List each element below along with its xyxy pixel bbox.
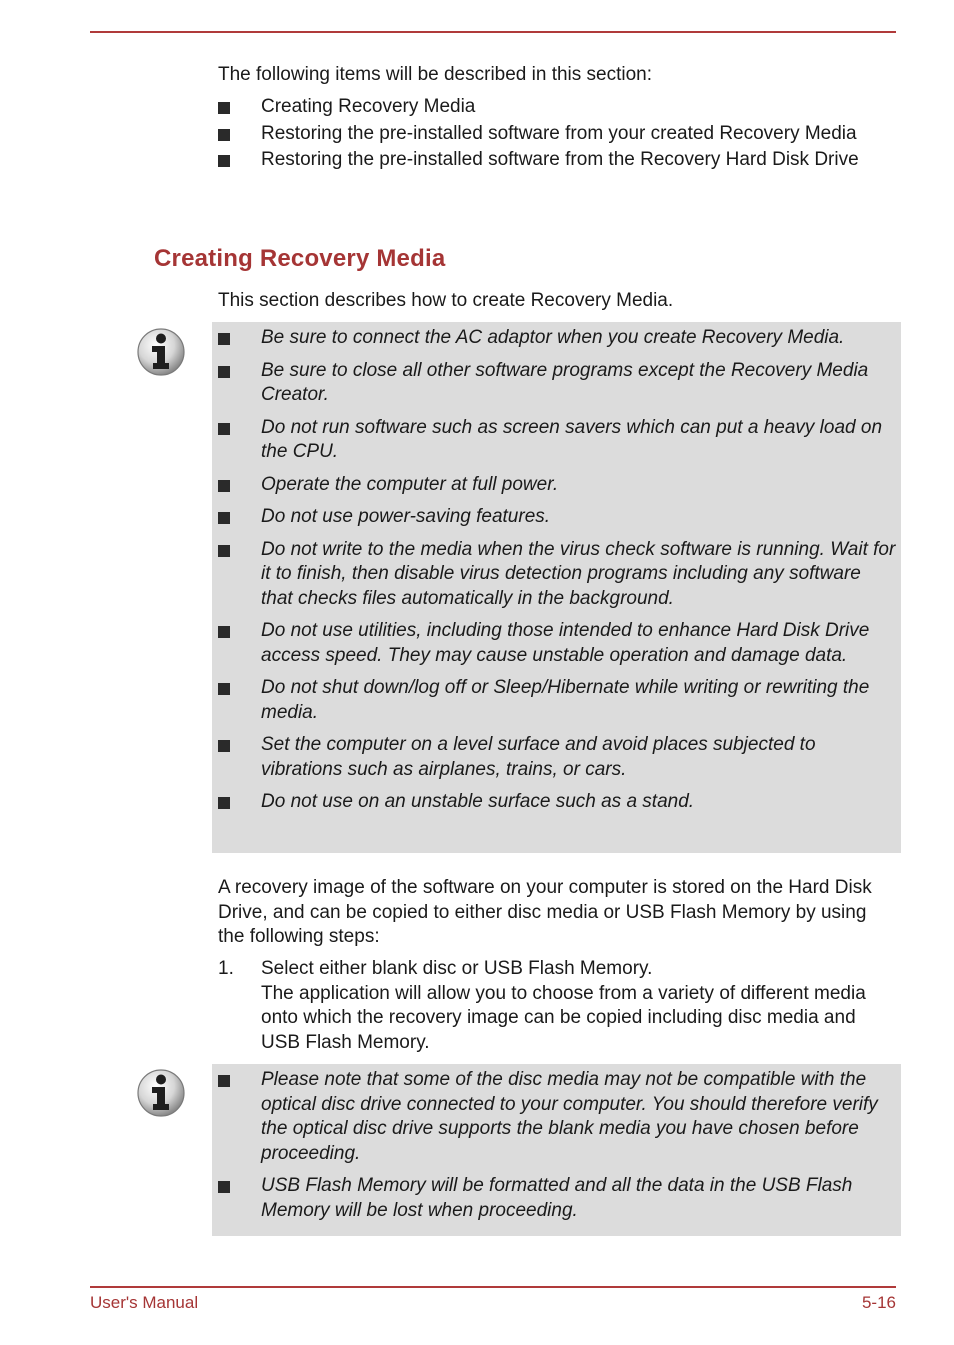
bullet-square-icon	[218, 740, 230, 752]
list-item: Do not shut down/log off or Sleep/Hibernate while writing or rewriting the media.	[218, 676, 897, 725]
bullet-square-icon	[218, 626, 230, 638]
bullet-square-icon	[218, 333, 230, 345]
body-text: A recovery image of the software on your computer is stored on the Hard Disk Drive, and can be copied to either disc media or USB Flash Memory by using the following steps:	[218, 877, 872, 947]
intro-list	[218, 95, 888, 175]
page-number: 5-16	[861, 1293, 896, 1312]
bullet-square-icon	[218, 129, 230, 141]
list-item: Set the computer on a level surface and avoid places subjected to vibrations such as airplanes, trains, or cars.	[218, 733, 897, 782]
list-item: Do not run software such as screen savers which can put a heavy load on the CPU.	[218, 416, 897, 465]
footer-rule	[90, 1286, 896, 1288]
bullet-square-icon	[218, 423, 230, 435]
step-number: 1.	[218, 958, 234, 979]
list-item: Please note that some of the disc media may not be compatible with the optical disc drive connected to your computer. You should therefore verify the optical disc drive supports the blank media you have chosen before proceeding.	[218, 1068, 897, 1166]
note-list	[218, 1068, 897, 1223]
section-description: This section describes how to create Recovery Media.	[218, 290, 674, 311]
intro-text: The following items will be described in this section:	[218, 64, 653, 85]
list-item: Be sure to connect the AC adaptor when you create Recovery Media.	[218, 326, 897, 351]
list-item: Do not write to the media when the virus check software is running. Wait for it to finish, then disable virus detection programs including any software that checks files automatically in the background.	[218, 538, 897, 612]
note-list	[218, 326, 897, 815]
step-title: Select either blank disc or USB Flash Memory.	[261, 958, 653, 979]
note-box	[212, 1064, 901, 1236]
bullet-square-icon	[218, 797, 230, 809]
list-item: Restoring the pre-installed software from the Recovery Hard Disk Drive	[218, 148, 888, 173]
list-item: Creating Recovery Media	[218, 95, 888, 120]
bullet-square-icon	[218, 1181, 230, 1193]
info-icon	[136, 327, 186, 377]
list-item: USB Flash Memory will be formatted and all the data in the USB Flash Memory will be lost when proceeding.	[218, 1174, 897, 1223]
list-item: Do not use power-saving features.	[218, 505, 897, 530]
note-box	[212, 322, 901, 853]
footer-title: User's Manual	[90, 1293, 199, 1312]
list-item: Be sure to close all other software programs except the Recovery Media Creator.	[218, 359, 897, 408]
bullet-square-icon	[218, 102, 230, 114]
list-item: Do not use on an unstable surface such as a stand.	[218, 790, 897, 815]
step-detail: The application will allow you to choose from a variety of different media onto which the recovery image can be copied including disc media and USB Flash Memory.	[261, 982, 866, 1053]
list-item: Restoring the pre-installed software from your created Recovery Media	[218, 122, 888, 147]
bullet-square-icon	[218, 155, 230, 167]
bullet-square-icon	[218, 683, 230, 695]
bullet-square-icon	[218, 545, 230, 557]
list-item: Operate the computer at full power.	[218, 473, 897, 498]
bullet-square-icon	[218, 480, 230, 492]
list-item: Do not use utilities, including those intended to enhance Hard Disk Drive access speed. They may cause unstable operation and damage data.	[218, 619, 897, 668]
bullet-square-icon	[218, 512, 230, 524]
header-rule	[90, 31, 896, 33]
step-item	[218, 957, 888, 1055]
bullet-square-icon	[218, 366, 230, 378]
section-title: Creating Recovery Media	[154, 245, 446, 272]
bullet-square-icon	[218, 1075, 230, 1087]
info-icon	[136, 1068, 186, 1118]
